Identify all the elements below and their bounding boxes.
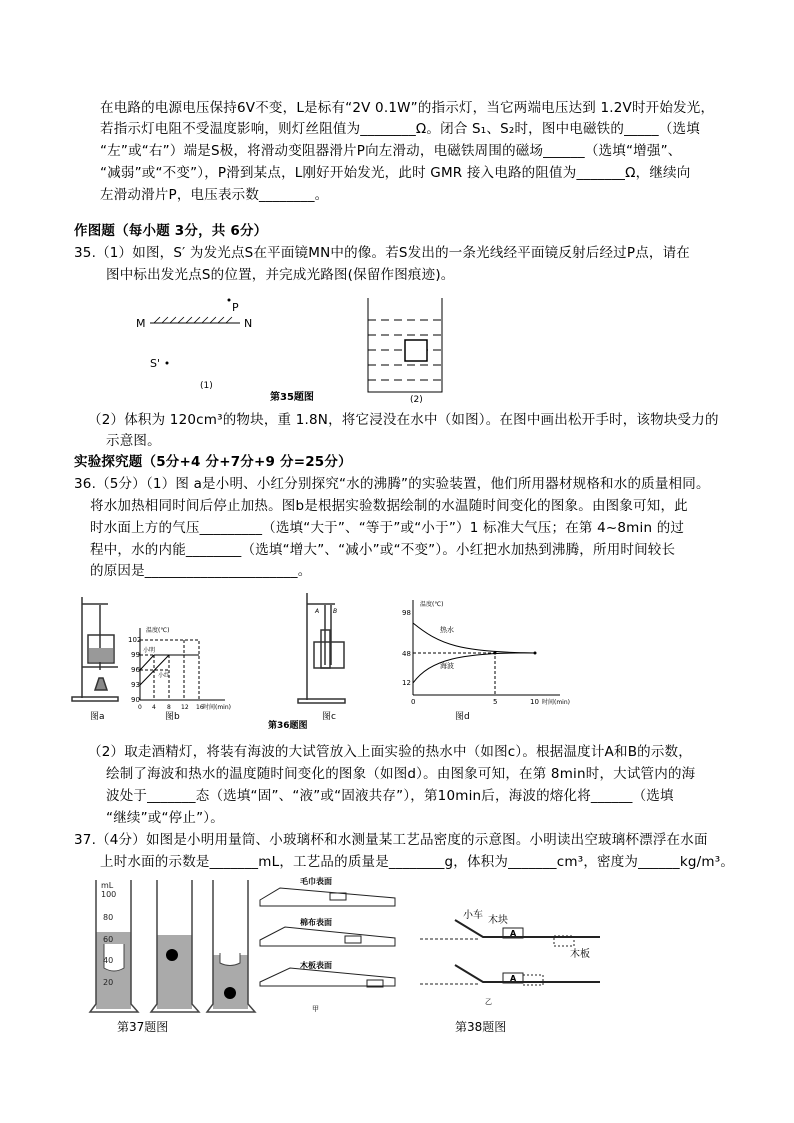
block-label: 木块 [488,915,508,926]
tick: 20 [103,978,114,987]
tick: 10 [530,698,539,706]
tick: 90 [131,696,140,704]
sub-label: 甲 [312,1005,319,1013]
q35-2-line: （2）体积为 120cm³的物块，重 1.8N，将它浸没在水中（如图）。在图中画出松开手时，该物块受力的 [88,412,719,428]
series-label: 小红 [158,672,171,679]
tick: 98 [402,609,411,617]
tick: 0 [411,698,416,706]
section-heading-experiment: 实验探究题（5分+4 分+7分+9 分=25分） [74,454,352,470]
q35-2-line: 示意图。 [106,433,161,449]
figure-caption: 第38题图 [455,1020,507,1034]
tick: 0 [138,704,142,711]
tick: 40 [103,956,114,965]
series-label: 海波 [440,662,454,670]
unit: mL [101,881,114,890]
block-a: A [510,929,517,938]
tick: 8 [167,704,171,711]
tick: 12 [181,704,189,711]
tick: 80 [103,913,114,922]
d-xlabel: 时间(min) [542,699,570,706]
q36-line: 程中，水的内能________（选填“增大”、“减小”或“不变”）。小红把水加热到沸腾，所用时间较长 [90,542,676,558]
sub-label: 乙 [485,998,492,1006]
b-xlabel: 时间(min) [203,704,231,711]
fig-label-b: 图b [165,712,180,722]
q35-line: 图中标出发光点S的位置，并完成光路图(保留作图痕迹)。 [106,267,455,283]
tick: 100 [101,890,117,899]
fig-label-d: 图d [455,712,470,722]
q37-line: 37.（4分）如图是小明用量筒、小玻璃杯和水测量某工艺品密度的示意图。小明读出空玻璃杯漂浮在水面 [74,832,708,848]
section-heading-drawing: 作图题（每小题 3分，共 6分） [74,223,268,239]
q36-line: 36.（5分）（1）图 a是小明、小红分别探究“水的沸腾”的实验装置，他们所用器材规格和水的质量相同。 [74,476,710,492]
label-m: M [136,317,146,330]
q34-line: 若指示灯电阻不受温度影响，则灯丝阻值为________Ω。闭合 S₁、S₂时，图中电磁铁的_____（选填 [100,121,700,137]
figure-caption: 第35题图 [270,392,314,403]
figure-caption: 第37题图 [117,1020,169,1034]
tick: 4 [152,704,156,711]
block-a: A [510,974,517,983]
label-p: P [232,301,239,314]
series-label: 热水 [440,626,454,634]
q34-line: “左”或“右”）端是S极，将滑动变阻器滑片P向左滑动，电磁铁周围的磁场______（选填“增强”、 [100,143,682,159]
tick: 99 [131,651,140,659]
sub-label: (2) [410,395,423,405]
board-label: 木板 [570,949,590,960]
tick: 5 [493,698,498,706]
figure-caption: 第36题图 [268,721,308,731]
d-ylabel: 温度(℃) [420,601,444,608]
surface-label: 毛巾表面 [300,877,332,886]
car-label: 小车 [463,910,483,921]
label-n: N [244,317,253,330]
q34-line: 在电路的电源电压保持6V不变，L是标有“2V 0.1W”的指示灯，当它两端电压达到 1.2V时开始发光， [100,100,715,116]
tick: 102 [128,636,142,644]
thermometer-b-label: B [333,608,338,615]
thermometer-a-label: A [315,608,320,615]
q36-2-line: “继续”或“停止”）。 [106,810,224,826]
sub-label: (1) [200,381,213,391]
tick: 60 [103,935,114,944]
b-ylabel: 温度(℃) [146,627,170,634]
tick: 93 [131,681,140,689]
q34-line: 左滑动滑片P，电压表示数________。 [100,187,329,203]
q35-line: 35.（1）如图，S′ 为发光点S在平面镜MN中的像。若S发出的一条光线经平面镜反射后经过P点，请在 [74,245,691,261]
series-label: 小明 [143,647,156,654]
surface-label: 棉布表面 [300,918,332,927]
tick: 16 [196,704,204,711]
q36-2-line: 波处于_______态（选填“固”、“液”或“固液共存”），第10min后，海波的熔化将______（选填 [106,788,674,804]
q36-line: 时水面上方的气压_________（选填“大于”、“等于”或“小于”）1 标准大气压；在第 4~8min 的过 [90,520,685,536]
label-s-prime: S' [150,357,161,370]
fig-label-c: 图c [322,712,336,722]
fig-label-a: 图a [90,712,105,722]
q36-line: 将水加热相同时间后停止加热。图b是根据实验数据绘制的水温随时间变化的图象。由图象可知，此 [90,498,688,514]
tick: 96 [131,666,140,674]
q36-line: 的原因是______________________。 [90,563,312,579]
q37-line: 上时水面的示数是_______mL，工艺品的质量是________g，体积为_______cm³，密度为______kg/m³。 [100,854,735,870]
q36-2-line: （2）取走酒精灯，将装有海波的大试管放入上面实验的热水中（如图c）。根据温度计A和B的示数， [88,744,692,760]
tick: 48 [402,650,411,658]
q34-line: “减弱”或“不变”），P滑到某点，L刚好开始发光，此时 GMR 接入电路的阻值为_______Ω，继续向 [100,165,691,181]
surface-label: 木板表面 [300,961,332,970]
tick: 12 [402,679,411,687]
q36-2-line: 绘制了海波和热水的温度随时间变化的图象（如图d）。由图象可知，在第 8min时，大试管内的海 [106,766,696,782]
